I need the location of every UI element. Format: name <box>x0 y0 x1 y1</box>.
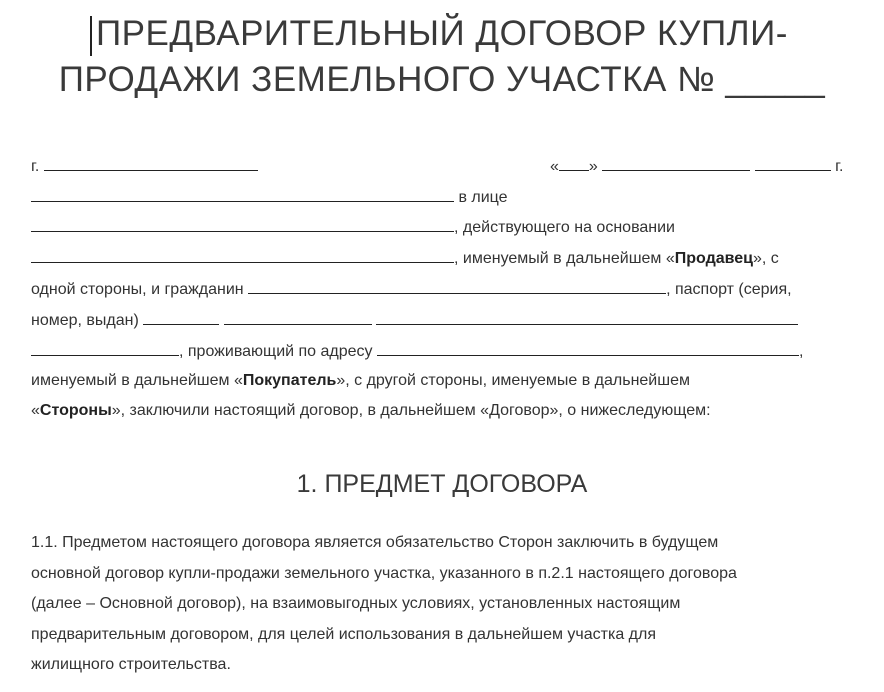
acting-basis-text: , действующего на основании <box>454 219 675 236</box>
representative-row <box>31 217 675 237</box>
address-field[interactable] <box>377 341 799 356</box>
seller-label: Продавец <box>674 250 754 267</box>
city-prefix: г. <box>31 158 40 175</box>
seller-org-row <box>31 187 508 207</box>
in-person-text: в лице <box>458 189 508 206</box>
passport-issued-field[interactable] <box>376 310 798 325</box>
title-line-2: ПРОДАЖИ ЗЕМЕЛЬНОГО УЧАСТКА № _____ <box>58 60 826 99</box>
seller-pre-text: , именуемый в дальнейшем « <box>454 250 675 267</box>
date-close-quote: » <box>588 158 598 175</box>
seller-org-field[interactable] <box>31 187 454 202</box>
clause-line-2: основной договор купли-продажи земельного участка, указанного в п.2.1 настоящего договора <box>31 565 737 582</box>
title-line-1: ПРЕДВАРИТЕЛЬНЫЙ ДОГОВОР КУПЛИ- <box>96 14 788 53</box>
month-field[interactable] <box>602 156 750 171</box>
citizen-text: одной стороны, и гражданин <box>31 281 244 298</box>
parties-label: Стороны <box>39 402 112 419</box>
clause-line-1: 1.1. Предметом настоящего договора является обязательство Сторон заключить в будущем <box>31 534 719 551</box>
citizen-row <box>31 279 792 299</box>
clause-line-5: жилищного строительства. <box>31 656 231 673</box>
seller-post-text: », с <box>753 250 779 267</box>
passport-series-field[interactable] <box>143 310 219 325</box>
city-row <box>31 156 258 176</box>
address-end: , <box>799 343 804 360</box>
address-text: , проживающий по адресу <box>179 343 373 360</box>
issued-text: номер, выдан) <box>31 312 139 329</box>
citizen-name-field[interactable] <box>248 279 666 294</box>
buyer-row <box>31 372 690 390</box>
day-field[interactable] <box>559 156 589 171</box>
passport-date-field[interactable] <box>31 341 179 356</box>
year-suffix: г. <box>835 158 844 175</box>
clause-line-3: (далее – Основной договор), на взаимовыгодных условиях, установленных настоящим <box>31 595 681 612</box>
passport-row <box>31 310 798 330</box>
parties-row <box>31 402 711 420</box>
parties-open: « <box>31 402 40 419</box>
basis-row <box>31 248 779 268</box>
basis-field[interactable] <box>31 248 454 263</box>
date-open-quote: « <box>550 158 559 175</box>
section-heading: 1. ПРЕДМЕТ ДОГОВОРА <box>296 470 588 498</box>
representative-field[interactable] <box>31 217 454 232</box>
passport-number-field[interactable] <box>224 310 372 325</box>
city-field[interactable] <box>44 156 258 171</box>
parties-post-text: », заключили настоящий договор, в дальнейшем «Договор», о нижеследующем: <box>111 402 711 419</box>
date-row <box>550 156 844 176</box>
buyer-pre-text: именуемый в дальнейшем « <box>31 372 243 389</box>
clause-line-4: предварительным договором, для целей использования в дальнейшем участка для <box>31 626 657 643</box>
buyer-post-text: », с другой стороны, именуемые в дальнейшем <box>336 372 690 389</box>
passport-text: , паспорт (серия, <box>666 281 792 298</box>
buyer-label: Покупатель <box>242 372 337 389</box>
address-row <box>31 341 803 361</box>
year-field[interactable] <box>755 156 831 171</box>
